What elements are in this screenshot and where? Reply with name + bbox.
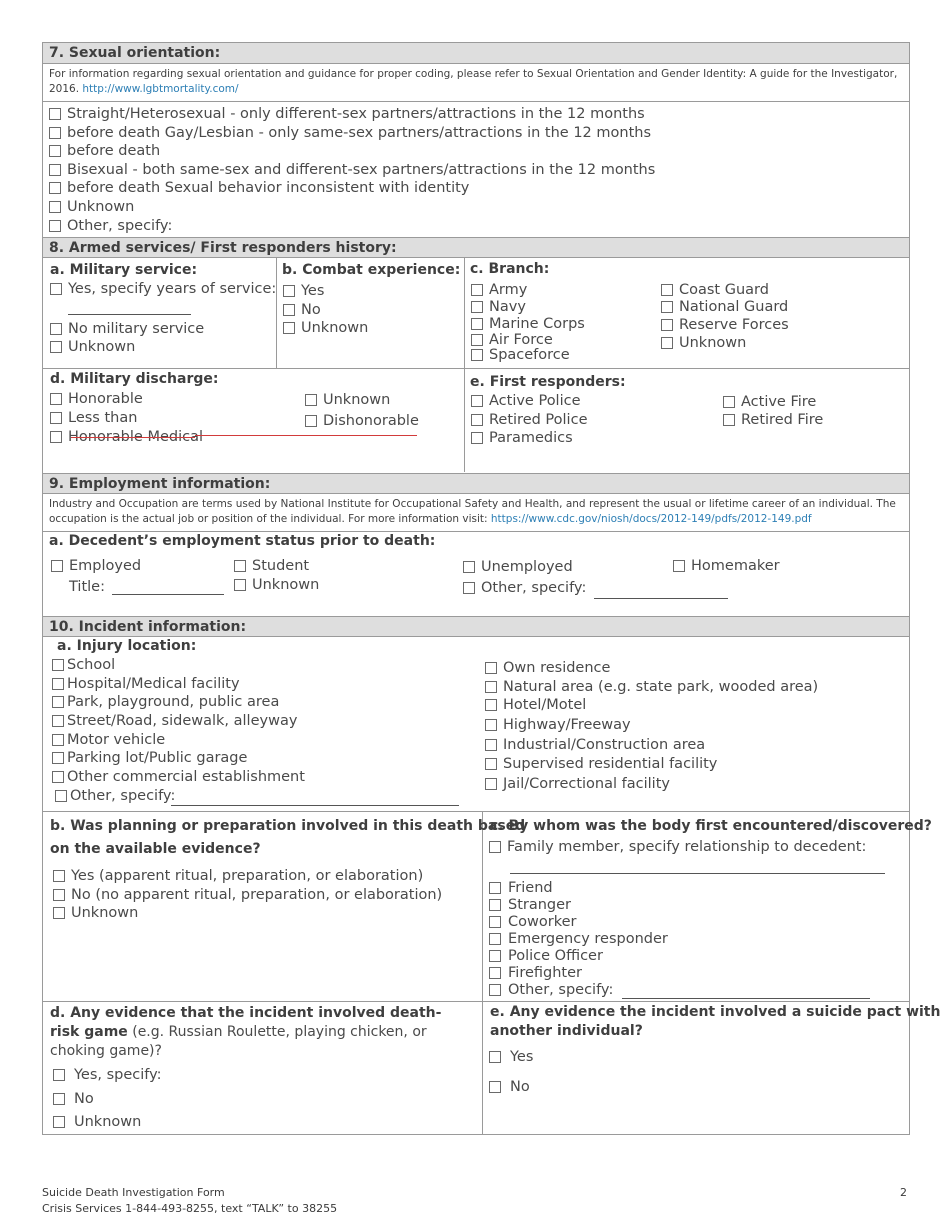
option-label: School [67,657,116,673]
checkbox[interactable] [53,870,65,882]
section-9-note-text: Industry and Occupation are terms used by National Institute for Occupational Safety and Health, and represent the usual or lifetime career of an individual. The occupation is the actual job or position of the individual. For more information visit: [49,498,896,525]
checkbox[interactable] [49,182,61,194]
section-9-header: 9. Employment information: [43,473,909,494]
location-option[interactable] [485,660,610,676]
responder-option[interactable] [723,394,816,410]
planning-option[interactable] [53,868,423,884]
option-label: before death Gay/Lesbian - only same-sex partners/attractions in the 12 months [67,125,651,141]
checkbox[interactable] [471,432,483,444]
location-option[interactable] [485,756,717,772]
branch-option[interactable] [471,316,585,332]
responder-option[interactable] [471,393,581,409]
option-label: Unknown [252,577,320,593]
option-label: Stranger [508,897,572,913]
checkbox[interactable] [471,349,483,361]
branch-option[interactable] [471,282,527,298]
checkbox[interactable] [661,337,673,349]
combat-option[interactable] [283,302,321,318]
option-label: Unknown [323,392,391,408]
checkbox[interactable] [52,659,64,671]
option-label: No [301,302,321,318]
option-label: Other, specify: [508,982,614,998]
option-label: Family member, specify relationship to decedent: [507,839,867,855]
footer-form-title: Suicide Death Investigation Form [42,1186,225,1199]
orientation-option[interactable] [49,180,469,196]
checkbox[interactable] [50,341,62,353]
checkbox[interactable] [53,889,65,901]
section-10-header: 10. Incident information: [43,616,909,637]
suicide-pact-title-line2: another individual? [490,1023,643,1039]
option-label: Natural area (e.g. state park, wooded area) [503,679,819,695]
body-discovered-title: c. By whom was the body first encountered/discovered? [490,818,932,834]
planning-title-line1: b. Was planning or preparation involved in this death based [50,818,526,834]
option-label: Less than [68,410,138,426]
discharge-option[interactable] [305,413,419,429]
checkbox[interactable] [673,560,685,572]
checkbox[interactable] [52,678,64,690]
checkbox[interactable] [305,415,317,427]
option-label: Honorable [68,391,143,407]
checkbox[interactable] [51,560,63,572]
checkbox[interactable] [489,916,501,928]
branch-option[interactable] [471,347,570,363]
military-option[interactable] [50,321,204,337]
checkbox[interactable] [471,334,483,346]
checkbox[interactable] [53,1093,65,1105]
body-option-family[interactable] [489,839,866,855]
checkbox[interactable] [49,201,61,213]
checkbox[interactable] [489,841,501,853]
footer-crisis-line: Crisis Services 1-844-493-8255, text “TALK” to 38255 [42,1202,338,1215]
divider [464,258,465,472]
checkbox[interactable] [52,696,64,708]
location-option[interactable] [52,713,297,729]
planning-option[interactable] [53,887,442,903]
body-option[interactable] [489,982,613,998]
option-label: Retired Police [489,412,588,428]
employment-option-student[interactable] [234,558,309,574]
option-label: Marine Corps [489,316,585,332]
planning-title-line2: on the available evidence? [50,841,261,857]
checkbox[interactable] [489,882,501,894]
branch-title: c. Branch: [470,261,550,277]
checkbox[interactable] [234,560,246,572]
game-title-bold: risk game [50,1024,128,1040]
pact-option[interactable] [489,1049,533,1065]
section-9-note [49,497,899,527]
responder-option[interactable] [723,412,823,428]
section-8-header: 8. Armed services/ First responders history: [43,237,909,258]
location-option[interactable] [55,788,175,804]
body-option[interactable] [489,948,603,964]
option-label: Paramedics [489,430,573,446]
section-7-header: 7. Sexual orientation: [43,43,909,64]
option-label: Hospital/Medical facility [67,676,240,692]
checkbox[interactable] [305,394,317,406]
checkbox[interactable] [463,582,475,594]
divider [276,258,277,368]
option-label: Unemployed [481,559,573,575]
body-option[interactable] [489,965,582,981]
orientation-option[interactable] [49,143,160,159]
checkbox[interactable] [55,790,67,802]
option-label: Retired Fire [741,412,824,428]
divider [43,531,909,532]
location-option[interactable] [52,694,279,710]
location-option[interactable] [485,717,631,733]
checkbox[interactable] [723,396,735,408]
other-location-field[interactable] [171,805,459,806]
title-label: Title: [69,579,105,595]
option-label: Unknown [67,199,135,215]
option-label: Other, specify: [70,788,176,804]
checkbox[interactable] [53,1116,65,1128]
checkbox[interactable] [489,1081,501,1093]
option-label: Motor vehicle [67,732,166,748]
death-risk-game-question [50,1004,450,1061]
option-label: Other commercial establishment [67,769,305,785]
orientation-option[interactable] [49,106,645,122]
title-field[interactable] [112,594,224,595]
game-title-rest: (e.g. Russian Roulette, playing chicken, or [127,1024,427,1040]
option-label: Unknown [301,320,369,336]
injury-location-title: a. Injury location: [57,638,197,654]
combat-option[interactable] [283,283,324,299]
combat-option[interactable] [283,320,368,336]
location-option[interactable] [485,776,670,792]
checkbox[interactable] [53,907,65,919]
strikethrough-mark [71,437,195,438]
responder-option[interactable] [471,430,573,446]
option-label: Bisexual - both same-sex and different-sex partners/attractions in the 12 months [67,162,656,178]
game-title-line1: d. Any evidence that the incident involved death- [50,1005,442,1021]
strikethrough-mark [195,435,417,436]
checkbox[interactable] [485,778,497,790]
option-label: Other, specify: [67,218,173,234]
relationship-field[interactable] [510,873,885,874]
checkbox[interactable] [463,561,475,573]
option-label: Straight/Heterosexual - only different-sex partners/attractions in the 12 months [67,106,645,122]
branch-option[interactable] [471,332,553,348]
checkbox[interactable] [485,681,497,693]
checkbox[interactable] [283,304,295,316]
option-label: Honorable Medical [68,429,203,445]
location-option[interactable] [485,679,818,695]
game-option[interactable] [53,1091,94,1107]
suicide-pact-title-line1: e. Any evidence the incident involved a suicide pact with [490,1004,941,1020]
checkbox[interactable] [661,301,673,313]
checkbox[interactable] [471,395,483,407]
branch-option[interactable] [661,317,789,333]
option-label: Yes, specify years of service: [68,281,277,297]
option-label: Homemaker [691,558,780,574]
checkbox[interactable] [49,145,61,157]
option-label: Unknown [74,1114,142,1130]
option-label: before death Sexual behavior inconsistent with identity [67,180,470,196]
investigation-form [42,42,941,1135]
location-option[interactable] [52,732,165,748]
option-label: Street/Road, sidewalk, alleyway [67,713,298,729]
body-option[interactable] [489,914,576,930]
option-label: Parking lot/Public garage [67,750,248,766]
divider [43,1001,909,1002]
checkbox[interactable] [52,771,64,783]
first-responders-title: e. First responders: [470,374,626,390]
option-label: Navy [489,299,526,315]
lgbt-mortality-link[interactable]: http://www.lgbtmortality.com/ [82,83,239,95]
option-label: Supervised residential facility [503,756,718,772]
option-label: Unknown [679,335,747,351]
divider [43,368,909,369]
checkbox[interactable] [49,220,61,232]
discharge-option[interactable] [50,410,137,426]
discharge-option[interactable] [50,391,143,407]
option-label: Unknown [71,905,139,921]
section-7-note-text: For information regarding sexual orientation and guidance for proper coding, please refer to Sexual Orientation and Gender Identity: A guide for the Investigator, 2016. [49,68,898,95]
discharge-option[interactable] [305,392,390,408]
checkbox[interactable] [49,127,61,139]
option-label: Hotel/Motel [503,697,587,713]
option-label: Dishonorable [323,413,419,429]
orientation-option[interactable] [49,162,655,178]
option-label: Friend [508,880,553,896]
option-label: Student [252,558,310,574]
option-label: Yes [301,283,325,299]
military-option[interactable] [50,339,135,355]
option-label: Jail/Correctional facility [503,776,670,792]
game-title-line3: choking game)? [50,1043,162,1059]
checkbox[interactable] [485,719,497,731]
combat-experience-title: b. Combat experience: [282,262,461,278]
page-number: 2 [900,1186,907,1199]
option-label: Firefighter [508,965,582,981]
game-option[interactable] [53,1067,162,1083]
option-label: Emergency responder [508,931,668,947]
checkbox[interactable] [485,699,497,711]
option-label: Own residence [503,660,611,676]
option-label: National Guard [679,299,789,315]
checkbox[interactable] [471,284,483,296]
checkbox[interactable] [50,431,62,443]
orientation-option[interactable] [49,125,651,141]
branch-option[interactable] [661,335,746,351]
option-label: Yes, specify: [74,1067,162,1083]
checkbox[interactable] [50,283,62,295]
option-label: Highway/Freeway [503,717,631,733]
checkbox[interactable] [471,414,483,426]
checkbox[interactable] [489,1051,501,1063]
option-label: Yes (apparent ritual, preparation, or elaboration) [71,868,424,884]
option-label: Army [489,282,528,298]
option-label: Employed [69,558,142,574]
checkbox[interactable] [52,752,64,764]
orientation-option[interactable] [49,218,172,234]
checkbox[interactable] [49,108,61,120]
divider [43,811,909,812]
option-label: No (no apparent ritual, preparation, or elaboration) [71,887,443,903]
checkbox[interactable] [661,284,673,296]
planning-option[interactable] [53,905,138,921]
military-option[interactable] [50,281,276,297]
employment-status-title: a. Decedent’s employment status prior to death: [49,533,436,549]
option-label: Industrial/Construction area [503,737,706,753]
option-label: Yes [510,1049,534,1065]
orientation-option[interactable] [49,199,134,215]
other-employment-field[interactable] [594,598,728,599]
checkbox[interactable] [489,950,501,962]
branch-option[interactable] [661,282,769,298]
option-label: Park, playground, public area [67,694,280,710]
option-label: Police Officer [508,948,603,964]
divider [482,811,483,1135]
employment-option-unemployed[interactable] [463,559,573,575]
location-option[interactable] [485,697,586,713]
checkbox[interactable] [50,412,62,424]
location-option[interactable] [52,750,247,766]
body-option[interactable] [489,897,571,913]
section-7-note [49,67,899,97]
responder-option[interactable] [471,412,587,428]
location-option[interactable] [485,737,705,753]
option-label: before death [67,143,161,159]
checkbox[interactable] [283,285,295,297]
military-discharge-title: d. Military discharge: [50,371,219,387]
checkbox[interactable] [49,164,61,176]
location-option[interactable] [52,769,305,785]
location-option[interactable] [52,657,115,673]
branch-option[interactable] [661,299,788,315]
checkbox[interactable] [489,967,501,979]
option-label: Coworker [508,914,577,930]
option-label: Spaceforce [489,347,570,363]
employment-option-employed[interactable] [51,558,141,574]
checkbox[interactable] [489,899,501,911]
checkbox[interactable] [489,933,501,945]
branch-option[interactable] [471,299,526,315]
checkbox[interactable] [723,414,735,426]
option-label: Other, specify: [481,580,587,596]
checkbox[interactable] [485,739,497,751]
location-option[interactable] [52,676,240,692]
checkbox[interactable] [234,579,246,591]
option-label: Air Force [489,332,553,348]
military-service-title: a. Military service: [50,262,198,278]
checkbox[interactable] [489,984,501,996]
niosh-link[interactable]: https://www.cdc.gov/niosh/docs/2012-149/pdfs/2012-149.pdf [490,513,812,525]
checkbox[interactable] [471,301,483,313]
checkbox[interactable] [52,734,64,746]
checkbox[interactable] [53,1069,65,1081]
body-option[interactable] [489,931,668,947]
employment-option-other[interactable] [463,580,586,596]
option-label: Unknown [68,339,136,355]
game-option[interactable] [53,1114,141,1130]
option-label: No military service [68,321,205,337]
years-of-service-field[interactable] [68,314,191,315]
checkbox[interactable] [485,758,497,770]
checkbox[interactable] [283,322,295,334]
option-label: No [510,1079,530,1095]
divider [43,101,909,102]
employment-option-homemaker[interactable] [673,558,780,574]
checkbox[interactable] [471,318,483,330]
option-label: No [74,1091,94,1107]
checkbox[interactable] [50,393,62,405]
employment-option-unknown[interactable] [234,577,319,593]
other-encountered-field[interactable] [622,998,870,999]
option-label: Coast Guard [679,282,769,298]
pact-option[interactable] [489,1079,530,1095]
checkbox[interactable] [661,319,673,331]
option-label: Reserve Forces [679,317,789,333]
body-option[interactable] [489,880,553,896]
option-label: Active Police [489,393,581,409]
checkbox[interactable] [50,323,62,335]
checkbox[interactable] [485,662,497,674]
checkbox[interactable] [52,715,64,727]
option-label: Active Fire [741,394,817,410]
